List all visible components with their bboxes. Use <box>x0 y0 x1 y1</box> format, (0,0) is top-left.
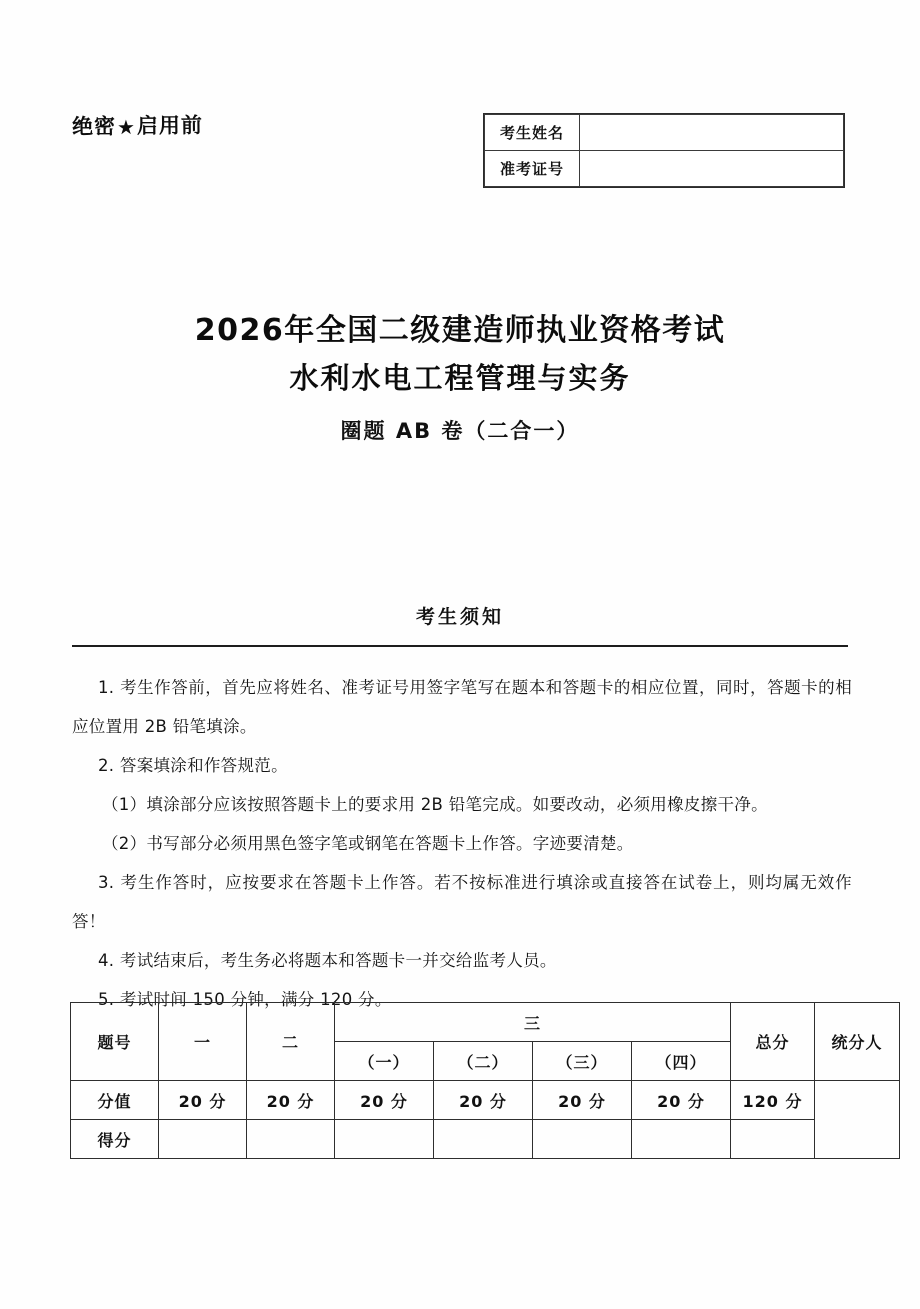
notice-item-5: 5. 考试时间 150 分钟，满分 120 分。 <box>98 990 392 1009</box>
score-sub-3-field[interactable] <box>533 1120 632 1159</box>
score-table-subcol-1: （一） <box>335 1042 434 1081</box>
score-sub-1-field[interactable] <box>335 1120 434 1159</box>
score-table-points-label: 分值 <box>71 1081 159 1120</box>
table-row-header-top <box>71 1003 900 1042</box>
subject-title: 水利水电工程管理与实务 <box>289 361 631 395</box>
confidential-banner <box>72 109 203 141</box>
star-icon: ★ <box>116 115 137 140</box>
table-row-score <box>71 1120 900 1159</box>
score-table-col-total: 总分 <box>731 1003 815 1081</box>
notice-item-2-2: （2）书写部分必须用黑色签字笔或钢笔在答题卡上作答。字迹要清楚。 <box>102 834 634 853</box>
score-table-container <box>70 1002 883 1159</box>
exam-title: 2026年全国二级建造师执业资格考试 <box>194 313 726 348</box>
score-sub-4-field[interactable] <box>632 1120 731 1159</box>
notice-item-2: 2. 答案填涂和作答规范。 <box>98 756 288 775</box>
candidate-name-label: 考生姓名 <box>485 115 580 151</box>
notice-divider <box>72 645 848 647</box>
score-sub-2-field[interactable] <box>434 1120 533 1159</box>
score-table <box>70 1002 900 1159</box>
score-table-subcol-4: （四） <box>632 1042 731 1081</box>
notice-heading: 考生须知 <box>415 606 504 628</box>
confidential-suffix-label: 启用前 <box>136 113 204 139</box>
points-two: 20 分 <box>247 1081 335 1120</box>
score-table-col-three-group: 三 <box>335 1003 731 1042</box>
points-sub-3: 20 分 <box>533 1081 632 1120</box>
score-table-subcol-2: （二） <box>434 1042 533 1081</box>
score-table-col-marker: 统分人 <box>815 1003 900 1081</box>
score-table-subcol-3: （三） <box>533 1042 632 1081</box>
table-row <box>485 151 844 187</box>
notice-item-4: 4. 考试结束后，考生务必将题本和答题卡一并交给监考人员。 <box>98 951 557 970</box>
score-table-question-label: 题号 <box>71 1003 159 1081</box>
points-total: 120 分 <box>731 1081 815 1120</box>
points-one: 20 分 <box>159 1081 247 1120</box>
admission-number-field[interactable] <box>580 151 844 187</box>
score-total-field[interactable] <box>731 1120 815 1159</box>
points-sub-2: 20 分 <box>434 1081 533 1120</box>
score-table-col-one: 一 <box>159 1003 247 1081</box>
paper-version-label: 圈题 AB 卷（二合一） <box>340 419 580 443</box>
table-row <box>485 115 844 151</box>
notice-body <box>72 668 852 1019</box>
confidential-prefix-label: 绝密 <box>71 114 117 139</box>
candidate-name-field[interactable] <box>580 115 844 151</box>
notice-item-1: 1. 考生作答前，首先应将姓名、准考证号用签字笔写在题本和答题卡的相应位置，同时，答题卡的相应位置用 2B 铅笔填涂。 <box>72 678 852 736</box>
table-row-points <box>71 1081 900 1120</box>
points-sub-4: 20 分 <box>632 1081 731 1120</box>
score-table-score-label: 得分 <box>71 1120 159 1159</box>
score-one-field[interactable] <box>159 1120 247 1159</box>
notice-item-2-1: （1）填涂部分应该按照答题卡上的要求用 2B 铅笔完成。如要改动，必须用橡皮擦干净。 <box>102 795 768 814</box>
candidate-info-box <box>483 113 845 188</box>
notice-item-3: 3. 考生作答时，应按要求在答题卡上作答。若不按标准进行填涂或直接答在试卷上，则均属无效作答！ <box>72 873 852 931</box>
marker-field[interactable] <box>815 1081 900 1159</box>
score-table-col-two: 二 <box>247 1003 335 1081</box>
admission-number-label: 准考证号 <box>485 151 580 187</box>
score-two-field[interactable] <box>247 1120 335 1159</box>
points-sub-1: 20 分 <box>335 1081 434 1120</box>
